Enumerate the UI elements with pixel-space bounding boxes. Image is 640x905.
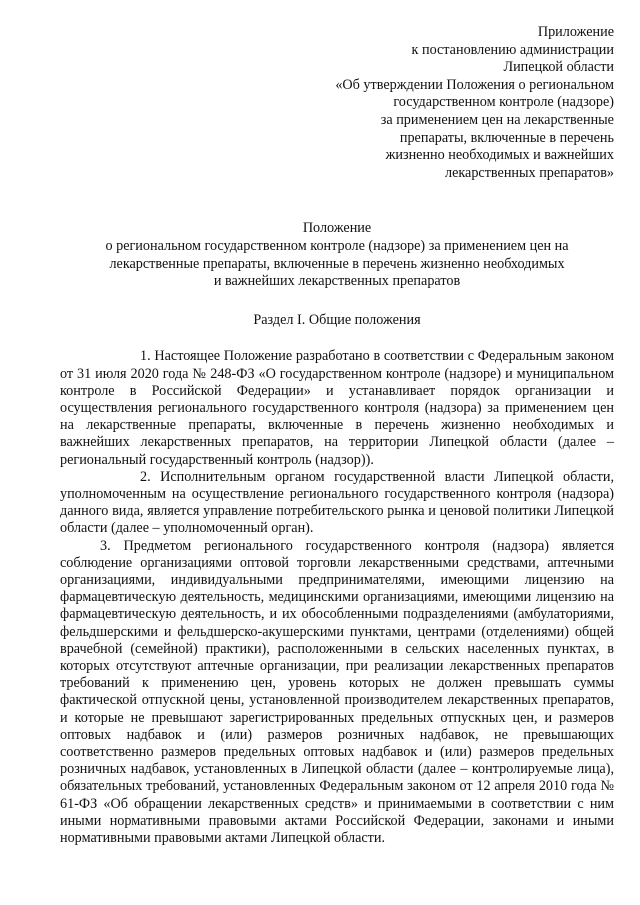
appendix-line: лекарственных препаратов» [444, 164, 614, 181]
appendix-line: препараты, включенные в перечень [399, 129, 614, 146]
paragraph-text: Исполнительным органом государственной власти Липецкой области, уполномоченным на осуществление регионального государственного контроля (надзора) данного вида, является управление потребительского рынка и ценовой политики Липецкой области (далее – уполномоченный орган). [60, 468, 614, 537]
title-heading: Положение [302, 220, 372, 237]
title-line: о региональном государственном контроле (надзоре) за применением цен на [105, 237, 569, 254]
appendix-line: Липецкой области [503, 59, 614, 76]
paragraph-3 [60, 538, 614, 848]
section-title: Раздел I. Общие положения [253, 311, 421, 328]
appendix-line: Приложение [537, 24, 614, 40]
paragraph-text: Настоящее Положение разработано в соответствии с Федеральным законом от 31 июля 2020 года № 248-ФЗ «О государственном контроле (надзоре) и муниципальном контроле в Российской Федерации» и устанавливает порядок организации и осуществления регионального государственного контроля (надзора) за применением цен на лекарственные препараты, включенные в перечень жизненно необходимых и важнейших лекарственных препаратов, на территории Липецкой области (далее – региональный государственный контроль (надзор)). [60, 348, 615, 468]
paragraph-text: Предметом регионального государственного контроля (надзора) является соблюдение организациями оптовой торговли лекарственными средствами, аптечными организациями, индивидуальными предпринимателями, имеющими лицензию на фармацевтическую деятельность, медицинскими организациями, имеющими лицензию на фармацевтическую деятельность, и их обособленными подразделениями (амбулаториями, фельдшерскими и фельдшерско-акушерскими пунктами, центрами (отделениями) общей врачебной (семейной) практики), расположенными в сельских населенных пунктах, в которых отсутствуют аптечные организации, при реализации лекарственных препаратов требований к применению цен, уровень которых не должен превышать суммы фактической отпускной цены, установленной производителем лекарственных препаратов, и которые не превышают зарегистрированных предельных отпускных цен, и размеров оптовых надбавок и (или) размеров розничных надбавок, не превышающих соответственно размеров предельных оптовых надбавок и (или) размеров предельных розничных надбавок, установленных в Липецкой области (далее – контролируемые лица), обязательных требований, установленных Федеральным законом от 12 апреля 2010 года № 61-ФЗ «Об обращении лекарственных средств» и принимаемыми в соответствии с ним иными нормативными правовыми актами Российской Федерации, законами и иными нормативными правовыми актами Липецкой области. [60, 537, 614, 846]
paragraph-number: 1. [140, 348, 151, 365]
paragraph-2 [60, 469, 614, 538]
appendix-line: к постановлению администрации [411, 41, 614, 58]
document-body [60, 348, 614, 847]
title-line: лекарственные препараты, включенные в перечень жизненно необходимых [109, 255, 565, 272]
paragraph-1 [60, 348, 614, 468]
document-title [60, 220, 614, 290]
appendix-line: государственном контроле (надзоре) [393, 94, 614, 111]
title-line: и важнейших лекарственных препаратов [213, 273, 461, 290]
paragraph-number: 2. [140, 468, 151, 485]
appendix-line: «Об утверждении Положения о региональном [335, 76, 614, 93]
appendix-line: за применением цен на лекарственные [380, 111, 614, 128]
paragraph-number: 3. [100, 537, 111, 554]
appendix-block [60, 24, 614, 182]
appendix-line: жизненно необходимых и важнейших [385, 147, 614, 164]
